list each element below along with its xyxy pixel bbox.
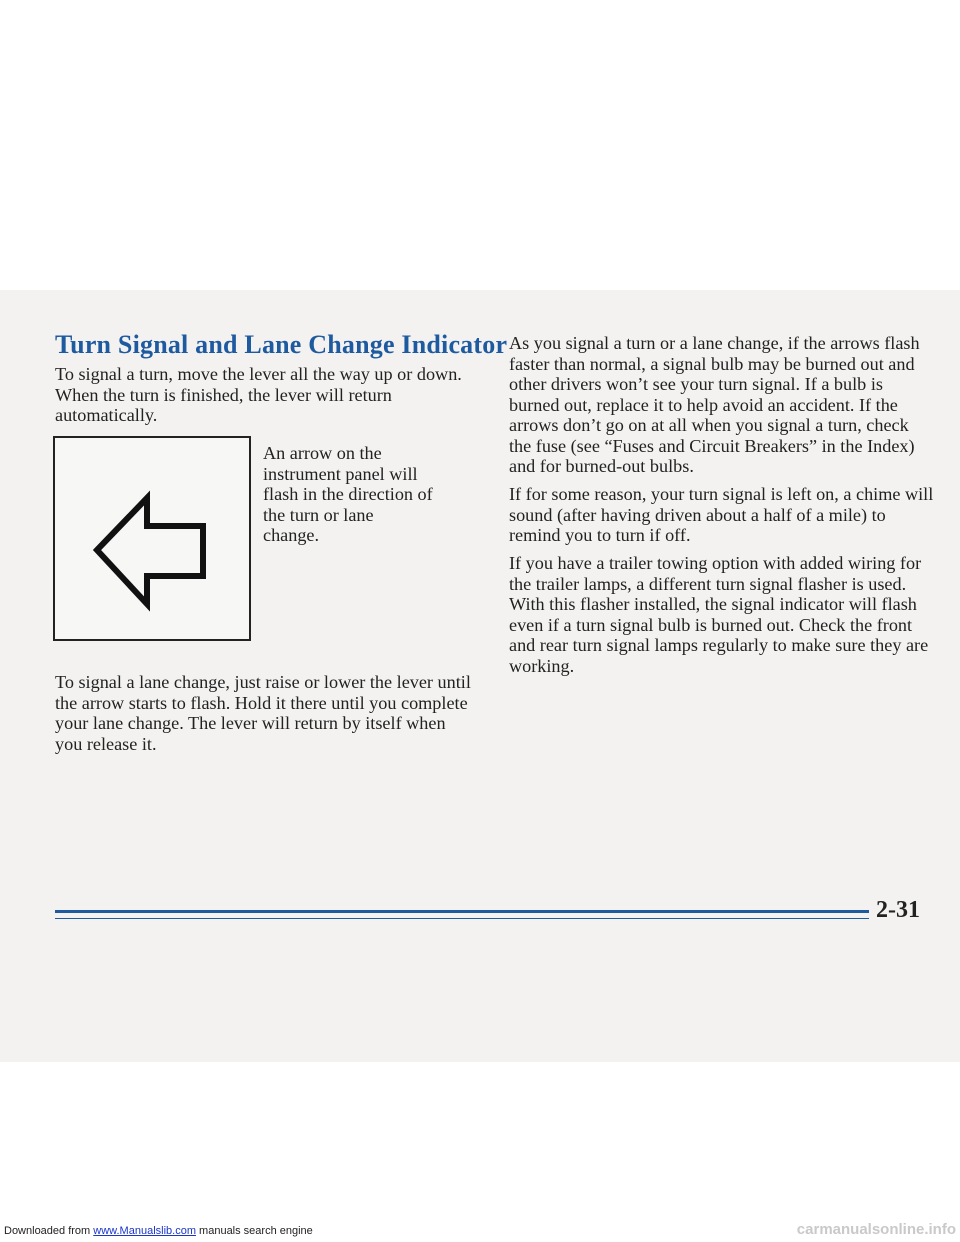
watermark: carmanualsonline.info <box>796 1221 956 1238</box>
section-heading: Turn Signal and Lane Change Indicator <box>55 330 508 359</box>
chime-paragraph: If for some reason, your turn signal is left on, a chime will sound (after having driven about a half of a mile) to remind you to turn if off. <box>509 484 934 545</box>
icon-caption: An arrow on the instrument panel will flash in the direction of the turn or lane change. <box>263 443 433 545</box>
page-number: 2-31 <box>876 897 920 923</box>
turn-signal-indicator-figure <box>53 436 251 641</box>
footer-rule-thin <box>55 918 869 919</box>
footer-suffix: manuals search engine <box>199 1225 313 1237</box>
turn-signal-left-arrow-icon <box>55 438 249 639</box>
trailer-paragraph: If you have a trailer towing option with added wiring for the trailer lamps, a different turn signal flasher is used. With this flasher installed, the signal indicator will flash even if a turn signal bulb is burned out. Check the front and rear turn signal lamps regularly to make sure they are working. <box>509 553 929 676</box>
bulb-warning-paragraph: As you signal a turn or a lane change, if the arrows flash faster than normal, a signal bulb may be burned out and other drivers won’t see your turn signal. If a bulb is burned out, replace it to help avoid an accident. If the arrows don’t go on at all when you signal a turn, check the fuse (see “Fuses and Circuit Breakers” in the Index) and for burned-out bulbs. <box>509 333 920 476</box>
footer-rule <box>55 910 869 913</box>
download-footer <box>4 1225 313 1237</box>
footer-prefix: Downloaded from <box>4 1225 91 1237</box>
intro-paragraph: To signal a turn, move the lever all the way up or down. When the turn is finished, the lever will return automatically. <box>55 364 462 425</box>
manualslib-link[interactable]: www.Manualslib.com <box>93 1225 196 1237</box>
lane-change-paragraph: To signal a lane change, just raise or lower the lever until the arrow starts to flash. Hold it there until you complete your lane change. The lever will return by itself when you release it. <box>55 672 471 754</box>
